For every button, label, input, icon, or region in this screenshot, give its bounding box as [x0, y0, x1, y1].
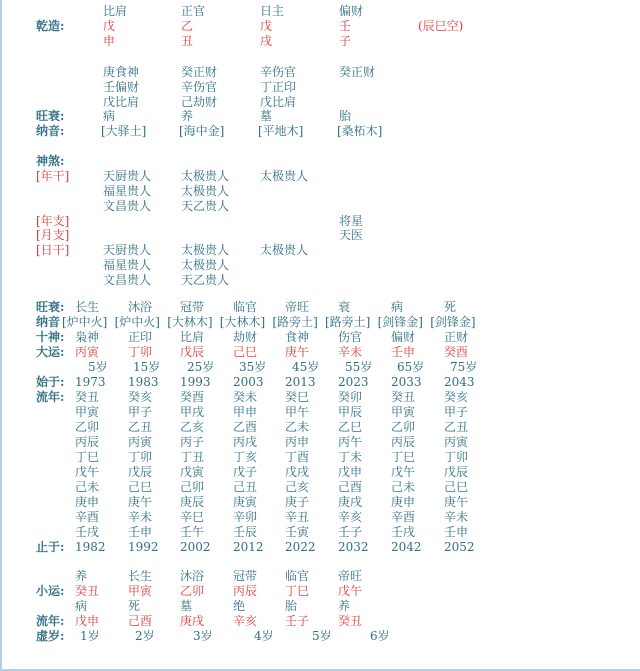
dayun-end-year: 2052 — [444, 540, 475, 554]
liunian-cell: 乙亥 — [180, 420, 205, 434]
dayun-start-year: 1983 — [128, 375, 159, 389]
dayun-nayin-label: 纳音 — [36, 315, 61, 329]
liunian-cell: 辛未 — [444, 510, 469, 524]
ten-god-top: 正官 — [181, 4, 206, 18]
liunian-cell: 壬戌 — [75, 525, 100, 539]
liunian-cell: 丁丑 — [180, 450, 205, 464]
liunian-cell: 庚辰 — [180, 495, 205, 509]
liunian-cell: 丁卯 — [128, 450, 153, 464]
dayun-wangshuai: 临官 — [233, 300, 258, 314]
shensha-item: 福星贵人 — [103, 184, 152, 198]
liunian-cell: 癸酉 — [180, 390, 205, 404]
liunian-cell: 辛丑 — [285, 510, 310, 524]
liunian-cell: 甲申 — [233, 405, 258, 419]
xiaoyun-liunian-label: 流年: — [36, 614, 65, 628]
dayun-end-year: 2012 — [233, 540, 264, 554]
xiaoyun-wangshuai-2: 养 — [338, 599, 351, 613]
earthly-branch: 申 — [103, 34, 116, 48]
xiaoyun-liunian: 辛亥 — [233, 614, 258, 628]
dayun-start-year: 2013 — [285, 375, 316, 389]
liunian-cell: 己丑 — [233, 480, 258, 494]
liunian-cell: 戊子 — [233, 465, 258, 479]
dayun-pillar: 己巳 — [233, 345, 258, 359]
liunian-cell: 壬寅 — [285, 525, 310, 539]
xusui-value: 3岁 — [193, 629, 213, 643]
liunian-cell: 癸卯 — [338, 390, 363, 404]
wangshuai-value: 病 — [103, 109, 116, 123]
xiaoyun-liunian: 癸丑 — [338, 614, 363, 628]
xiaoyun-wangshuai: 沐浴 — [180, 569, 205, 583]
dayun-end-year: 2002 — [180, 540, 211, 554]
liunian-cell: 甲寅 — [391, 405, 416, 419]
xiaoyun-wangshuai-2: 绝 — [233, 599, 246, 613]
dayun-age: 5岁 — [88, 360, 108, 374]
xiaoyun-wangshuai-2: 胎 — [285, 599, 298, 613]
hidden-stem: 戊比肩 — [260, 95, 297, 109]
dayun-nayin: [炉中火] — [114, 315, 160, 329]
dayun-pillar: 辛未 — [338, 345, 363, 359]
dayun-nayin: [大林木] — [167, 315, 213, 329]
nayin-value: [桑柘木] — [337, 124, 383, 138]
liunian-cell: 庚申 — [75, 495, 100, 509]
liunian-cell: 癸丑 — [391, 390, 416, 404]
liunian-cell: 辛酉 — [391, 510, 416, 524]
liunian-cell: 己巳 — [128, 480, 153, 494]
dayun-start-year: 2033 — [391, 375, 422, 389]
liunian-cell: 辛酉 — [75, 510, 100, 524]
shensha-pillar-label: [年支] — [36, 214, 70, 228]
liunian-cell: 戊戌 — [285, 465, 310, 479]
liunian-cell: 丙午 — [338, 435, 363, 449]
heavenly-stem: 壬 — [339, 19, 352, 33]
dayun-nayin: [剑锋金] — [430, 315, 476, 329]
liunian-cell: 甲午 — [285, 405, 310, 419]
liunian-cell: 癸亥 — [444, 390, 469, 404]
xiaoyun-wangshuai: 养 — [75, 569, 88, 583]
wangshuai-label: 旺衰: — [36, 109, 65, 123]
heavenly-stem: 乙 — [181, 19, 194, 33]
hidden-stem: 戊比肩 — [103, 95, 140, 109]
liunian-cell: 丁巳 — [391, 450, 416, 464]
liunian-cell: 癸丑 — [75, 390, 100, 404]
liunian-cell: 丙寅 — [128, 435, 153, 449]
liunian-cell: 己酉 — [338, 480, 363, 494]
shensha-pillar-label: [月支] — [36, 228, 70, 242]
dayun-nayin: [路旁土] — [325, 315, 371, 329]
dayun-shishen: 劫财 — [233, 330, 258, 344]
liunian-cell: 己亥 — [285, 480, 310, 494]
shensha-item: 太极贵人 — [181, 184, 230, 198]
shensha-item: 太极贵人 — [260, 169, 309, 183]
xusui-value: 5岁 — [312, 629, 332, 643]
liunian-cell: 乙丑 — [128, 420, 153, 434]
liunian-cell: 己卯 — [180, 480, 205, 494]
xiaoyun-wangshuai: 临官 — [285, 569, 310, 583]
dayun-label: 大运: — [36, 345, 65, 359]
dayun-nayin: [炉中火] — [62, 315, 108, 329]
liunian-cell: 丁亥 — [233, 450, 258, 464]
liunian-cell: 丁酉 — [285, 450, 310, 464]
shensha-item: 将星 — [339, 214, 364, 228]
liunian-cell: 丁卯 — [444, 450, 469, 464]
shensha-item: 文昌贵人 — [103, 199, 152, 213]
liunian-cell: 己未 — [75, 480, 100, 494]
earthly-branch: 丑 — [181, 34, 194, 48]
liunian-cell: 庚寅 — [233, 495, 258, 509]
end-year-label: 止于: — [36, 540, 65, 554]
dayun-pillar: 癸酉 — [444, 345, 469, 359]
liunian-cell: 辛卯 — [233, 510, 258, 524]
liunian-cell: 戊辰 — [128, 465, 153, 479]
void-branches: (辰巳空) — [418, 19, 464, 33]
dayun-shishen: 正财 — [444, 330, 469, 344]
liunian-cell: 辛巳 — [180, 510, 205, 524]
liunian-cell: 丙申 — [285, 435, 310, 449]
shensha-item: 天厨贵人 — [103, 243, 152, 257]
xiaoyun-liunian: 庚戌 — [180, 614, 205, 628]
xiaoyun-wangshuai-2: 病 — [75, 599, 88, 613]
liunian-cell: 己未 — [391, 480, 416, 494]
liunian-cell: 戊辰 — [444, 465, 469, 479]
dayun-pillar: 庚午 — [285, 345, 310, 359]
xiaoyun-pillar: 甲寅 — [128, 584, 153, 598]
shensha-item: 太极贵人 — [181, 169, 230, 183]
ten-god-top: 比肩 — [103, 4, 128, 18]
liunian-cell: 庚申 — [391, 495, 416, 509]
dayun-end-year: 2022 — [285, 540, 316, 554]
xiaoyun-wangshuai: 冠带 — [233, 569, 258, 583]
liunian-cell: 壬午 — [180, 525, 205, 539]
xiaoyun-liunian: 戊申 — [75, 614, 100, 628]
liunian-cell: 壬戌 — [391, 525, 416, 539]
xiaoyun-liunian: 己酉 — [128, 614, 153, 628]
dayun-age: 75岁 — [450, 360, 478, 374]
dayun-age: 15岁 — [133, 360, 161, 374]
earthly-branch: 子 — [339, 34, 352, 48]
dayun-end-year: 2032 — [338, 540, 369, 554]
liunian-cell: 己巳 — [444, 480, 469, 494]
xusui-value: 2岁 — [135, 629, 155, 643]
liunian-cell: 丙子 — [180, 435, 205, 449]
liunian-cell: 壬申 — [444, 525, 469, 539]
start-year-label: 始于: — [36, 375, 65, 389]
shensha-item: 天乙贵人 — [181, 273, 230, 287]
liunian-cell: 甲戌 — [180, 405, 205, 419]
liunian-cell: 庚午 — [128, 495, 153, 509]
liunian-cell: 丙寅 — [444, 435, 469, 449]
dayun-end-year: 1982 — [75, 540, 106, 554]
shensha-item: 天乙贵人 — [181, 199, 230, 213]
liunian-cell: 乙未 — [285, 420, 310, 434]
shensha-item: 太极贵人 — [260, 243, 309, 257]
dayun-wangshuai: 死 — [444, 300, 457, 314]
dayun-wangshuai-label: 旺衰: — [36, 300, 65, 314]
xusui-value: 4岁 — [254, 629, 274, 643]
heavenly-stem: 戊 — [103, 19, 116, 33]
shensha-item: 太极贵人 — [181, 243, 230, 257]
liunian-cell: 丁未 — [338, 450, 363, 464]
dayun-age: 25岁 — [187, 360, 215, 374]
liunian-cell: 丙辰 — [391, 435, 416, 449]
dayun-pillar: 戊辰 — [180, 345, 205, 359]
dayun-end-year: 1992 — [128, 540, 159, 554]
liunian-cell: 辛亥 — [338, 510, 363, 524]
dayun-nayin: [路旁土] — [272, 315, 318, 329]
liunian-cell: 戊午 — [391, 465, 416, 479]
ten-god-top: 日主 — [260, 4, 285, 18]
dayun-shishen: 伤官 — [338, 330, 363, 344]
dayun-shishen: 食神 — [285, 330, 310, 344]
hidden-stem: 壬偏财 — [103, 80, 140, 94]
shensha-item: 太极贵人 — [181, 258, 230, 272]
dayun-start-year: 1973 — [75, 375, 106, 389]
dayun-shishen: 正印 — [128, 330, 153, 344]
liunian-cell: 丙戌 — [233, 435, 258, 449]
liunian-cell: 辛未 — [128, 510, 153, 524]
shensha-title: 神煞: — [36, 154, 65, 168]
dayun-wangshuai: 衰 — [338, 300, 351, 314]
liunian-cell: 癸亥 — [128, 390, 153, 404]
dayun-shishen: 比肩 — [180, 330, 205, 344]
hidden-stem: 辛伤官 — [260, 65, 297, 79]
dayun-nayin: [大林木] — [219, 315, 266, 329]
liunian-cell: 甲子 — [128, 405, 153, 419]
liunian-cell: 壬子 — [338, 525, 363, 539]
dayun-wangshuai: 长生 — [75, 300, 100, 314]
dayun-wangshuai: 帝旺 — [285, 300, 310, 314]
liunian-cell: 甲辰 — [338, 405, 363, 419]
dayun-age: 35岁 — [239, 360, 267, 374]
hidden-stem: 辛伤官 — [181, 80, 218, 94]
earthly-branch: 戌 — [260, 34, 273, 48]
nayin-label: 纳音: — [36, 124, 65, 138]
liunian-cell: 庚戌 — [338, 495, 363, 509]
liunian-cell: 壬申 — [128, 525, 153, 539]
xiaoyun-liunian: 壬子 — [285, 614, 310, 628]
xiaoyun-pillar: 丁巳 — [285, 584, 310, 598]
hidden-stem: 庚食神 — [103, 65, 140, 79]
qianzao-label: 乾造: — [36, 19, 65, 33]
liunian-cell: 庚午 — [444, 495, 469, 509]
dayun-pillar: 丙寅 — [75, 345, 100, 359]
liunian-cell: 癸未 — [233, 390, 258, 404]
dayun-wangshuai: 病 — [391, 300, 404, 314]
hidden-stem: 癸正财 — [339, 65, 376, 79]
liunian-cell: 丁巳 — [75, 450, 100, 464]
dayun-nayin: [剑锋金] — [377, 315, 423, 329]
xiaoyun-wangshuai-2: 死 — [128, 599, 141, 613]
dayun-start-year: 1993 — [180, 375, 211, 389]
liunian-cell: 乙酉 — [233, 420, 258, 434]
hidden-stem: 己劫财 — [181, 95, 218, 109]
xiaoyun-wangshuai-2: 墓 — [180, 599, 193, 613]
xiaoyun-pillar: 戊午 — [338, 584, 363, 598]
shensha-pillar-label: [年干] — [36, 169, 70, 183]
liunian-cell: 庚子 — [285, 495, 310, 509]
hidden-stem: 丁正印 — [260, 80, 297, 94]
liunian-cell: 乙卯 — [391, 420, 416, 434]
wangshuai-value: 胎 — [339, 109, 352, 123]
liunian-cell: 戊寅 — [180, 465, 205, 479]
dayun-pillar: 丁卯 — [128, 345, 153, 359]
liunian-cell: 丙辰 — [75, 435, 100, 449]
dayun-start-year: 2003 — [233, 375, 264, 389]
liunian-cell: 乙卯 — [75, 420, 100, 434]
xusui-label: 虚岁: — [36, 629, 65, 643]
nayin-value: [海中金] — [179, 124, 225, 138]
dayun-age: 55岁 — [345, 360, 373, 374]
heavenly-stem: 戊 — [260, 19, 273, 33]
shensha-item: 天医 — [339, 228, 364, 242]
hidden-stem: 癸正财 — [181, 65, 218, 79]
shensha-item: 福星贵人 — [103, 258, 152, 272]
ten-god-top: 偏财 — [339, 4, 364, 18]
xusui-value: 1岁 — [80, 629, 100, 643]
dayun-start-year: 2043 — [444, 375, 475, 389]
xiaoyun-wangshuai: 长生 — [128, 569, 153, 583]
liunian-cell: 戊午 — [75, 465, 100, 479]
dayun-start-year: 2023 — [338, 375, 369, 389]
dayun-age: 65岁 — [397, 360, 425, 374]
xiaoyun-pillar: 乙卯 — [180, 584, 205, 598]
dayun-end-year: 2042 — [391, 540, 422, 554]
shishen-label: 十神: — [36, 330, 65, 344]
dayun-pillar: 壬申 — [391, 345, 416, 359]
liunian-cell: 甲寅 — [75, 405, 100, 419]
shensha-item: 天厨贵人 — [103, 169, 152, 183]
shensha-item: 文昌贵人 — [103, 273, 152, 287]
nayin-value: [大驿土] — [101, 124, 147, 138]
xiaoyun-pillar: 丙辰 — [233, 584, 258, 598]
liunian-cell: 癸巳 — [285, 390, 310, 404]
xusui-value: 6岁 — [370, 629, 390, 643]
nayin-value: [平地木] — [258, 124, 304, 138]
dayun-age: 45岁 — [292, 360, 320, 374]
wangshuai-value: 墓 — [260, 109, 273, 123]
dayun-shishen: 偏财 — [391, 330, 416, 344]
liunian-cell: 戊申 — [338, 465, 363, 479]
shensha-pillar-label: [日干] — [36, 243, 70, 257]
xiaoyun-label: 小运: — [36, 584, 65, 598]
dayun-wangshuai: 沐浴 — [128, 300, 153, 314]
liunian-label: 流年: — [36, 390, 65, 404]
liunian-cell: 甲子 — [444, 405, 469, 419]
liunian-cell: 壬辰 — [233, 525, 258, 539]
liunian-cell: 乙丑 — [444, 420, 469, 434]
dayun-wangshuai: 冠带 — [180, 300, 205, 314]
liunian-cell: 乙巳 — [338, 420, 363, 434]
wangshuai-value: 养 — [181, 109, 194, 123]
xiaoyun-wangshuai: 帝旺 — [338, 569, 363, 583]
xiaoyun-pillar: 癸丑 — [75, 584, 100, 598]
dayun-shishen: 枭神 — [75, 330, 100, 344]
